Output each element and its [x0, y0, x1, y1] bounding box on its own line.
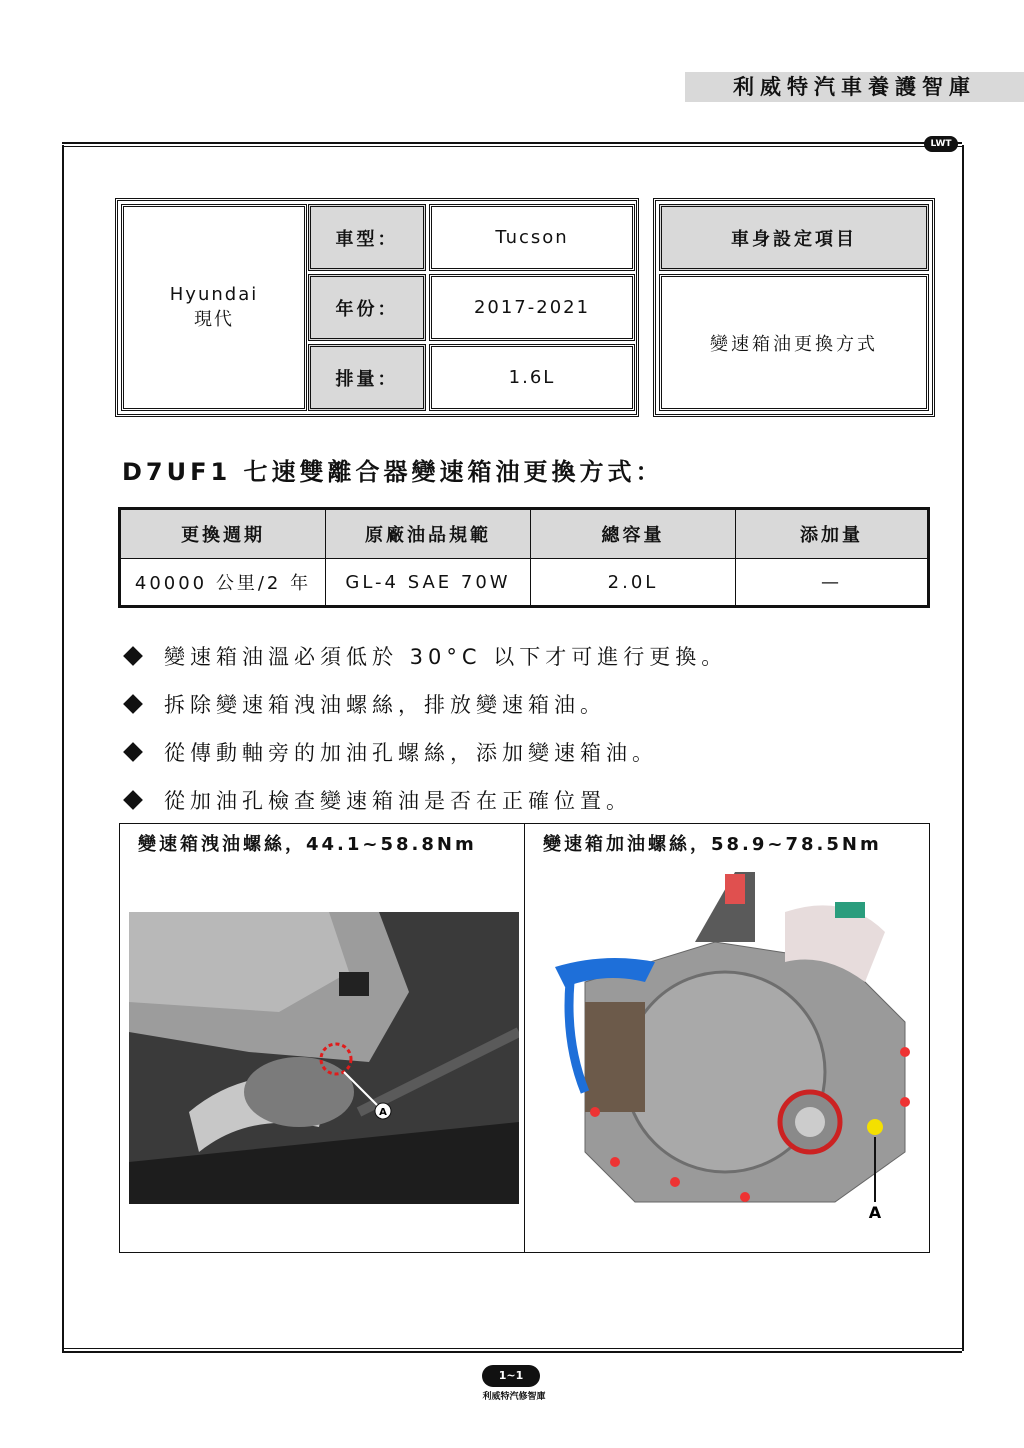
- model-label: 車型：: [308, 204, 426, 271]
- year-value: 2017-2021: [429, 274, 635, 341]
- bottom-rule: [62, 1348, 962, 1353]
- spec-row: [120, 559, 929, 607]
- section-title: D7UF1 七速雙離合器變速箱油更換方式：: [122, 458, 664, 486]
- spec-header-oil-spec: 原廠油品規範: [326, 509, 531, 559]
- lwt-logo: LWT: [924, 136, 958, 152]
- spec-header-fill: 添加量: [736, 509, 929, 559]
- step-text: 變速箱油溫必須低於 30°C 以下才可進行更換。: [164, 645, 728, 669]
- diamond-bullet-icon: [123, 646, 143, 666]
- displacement-value: 1.6L: [429, 344, 635, 411]
- step-item: [124, 680, 727, 728]
- make-en: Hyundai: [169, 284, 259, 305]
- displacement-label: 排量：: [308, 344, 426, 411]
- make-zh: 現代: [194, 309, 234, 330]
- vehicle-info-box: [115, 198, 639, 417]
- spec-interval: 40000 公里/2 年: [120, 559, 326, 607]
- spec-header-row: [120, 509, 929, 559]
- step-text: 從加油孔檢查變速箱油是否在正確位置。: [164, 789, 632, 813]
- drain-photo-label: 變速箱洩油螺絲，44.1~58.8Nm: [138, 834, 477, 855]
- spec-header-interval: 更換週期: [120, 509, 326, 559]
- step-item: [124, 632, 727, 680]
- diamond-bullet-icon: [123, 694, 143, 714]
- diamond-bullet-icon: [123, 742, 143, 762]
- spec-oil-spec: GL-4 SAE 70W: [326, 559, 531, 607]
- spec-table: [118, 507, 930, 608]
- step-text: 拆除變速箱洩油螺絲，排放變速箱油。: [164, 693, 606, 717]
- brand-header: 利威特汽車養護智庫: [685, 72, 1024, 102]
- marker-a-right: A: [868, 1203, 882, 1222]
- year-label: 年份：: [308, 274, 426, 341]
- setting-box: [653, 198, 935, 417]
- setting-item: 變速箱油更換方式: [659, 274, 929, 411]
- setting-header: 車身設定項目: [659, 204, 929, 271]
- page-number: 1~1: [482, 1365, 540, 1387]
- spec-capacity: 2.0L: [531, 559, 736, 607]
- drain-plug-photo: [129, 912, 519, 1204]
- marker-a-left: A: [379, 1107, 387, 1118]
- fill-photo-column: [525, 824, 929, 1252]
- spec-header-capacity: 總容量: [531, 509, 736, 559]
- spec-fill: —: [736, 559, 929, 607]
- fill-plug-diagram: [545, 872, 925, 1222]
- drain-photo-column: [120, 824, 525, 1252]
- step-list: [124, 632, 727, 824]
- step-item: [124, 728, 727, 776]
- make-cell: [121, 204, 307, 411]
- photo-panel: [119, 823, 930, 1253]
- model-value: Tucson: [429, 204, 635, 271]
- step-text: 從傳動軸旁的加油孔螺絲，添加變速箱油。: [164, 741, 658, 765]
- footer-brand: 利威特汽修智庫: [482, 1392, 546, 1402]
- fill-photo-label: 變速箱加油螺絲，58.9~78.5Nm: [543, 834, 882, 855]
- diamond-bullet-icon: [123, 790, 143, 810]
- step-item: [124, 776, 727, 824]
